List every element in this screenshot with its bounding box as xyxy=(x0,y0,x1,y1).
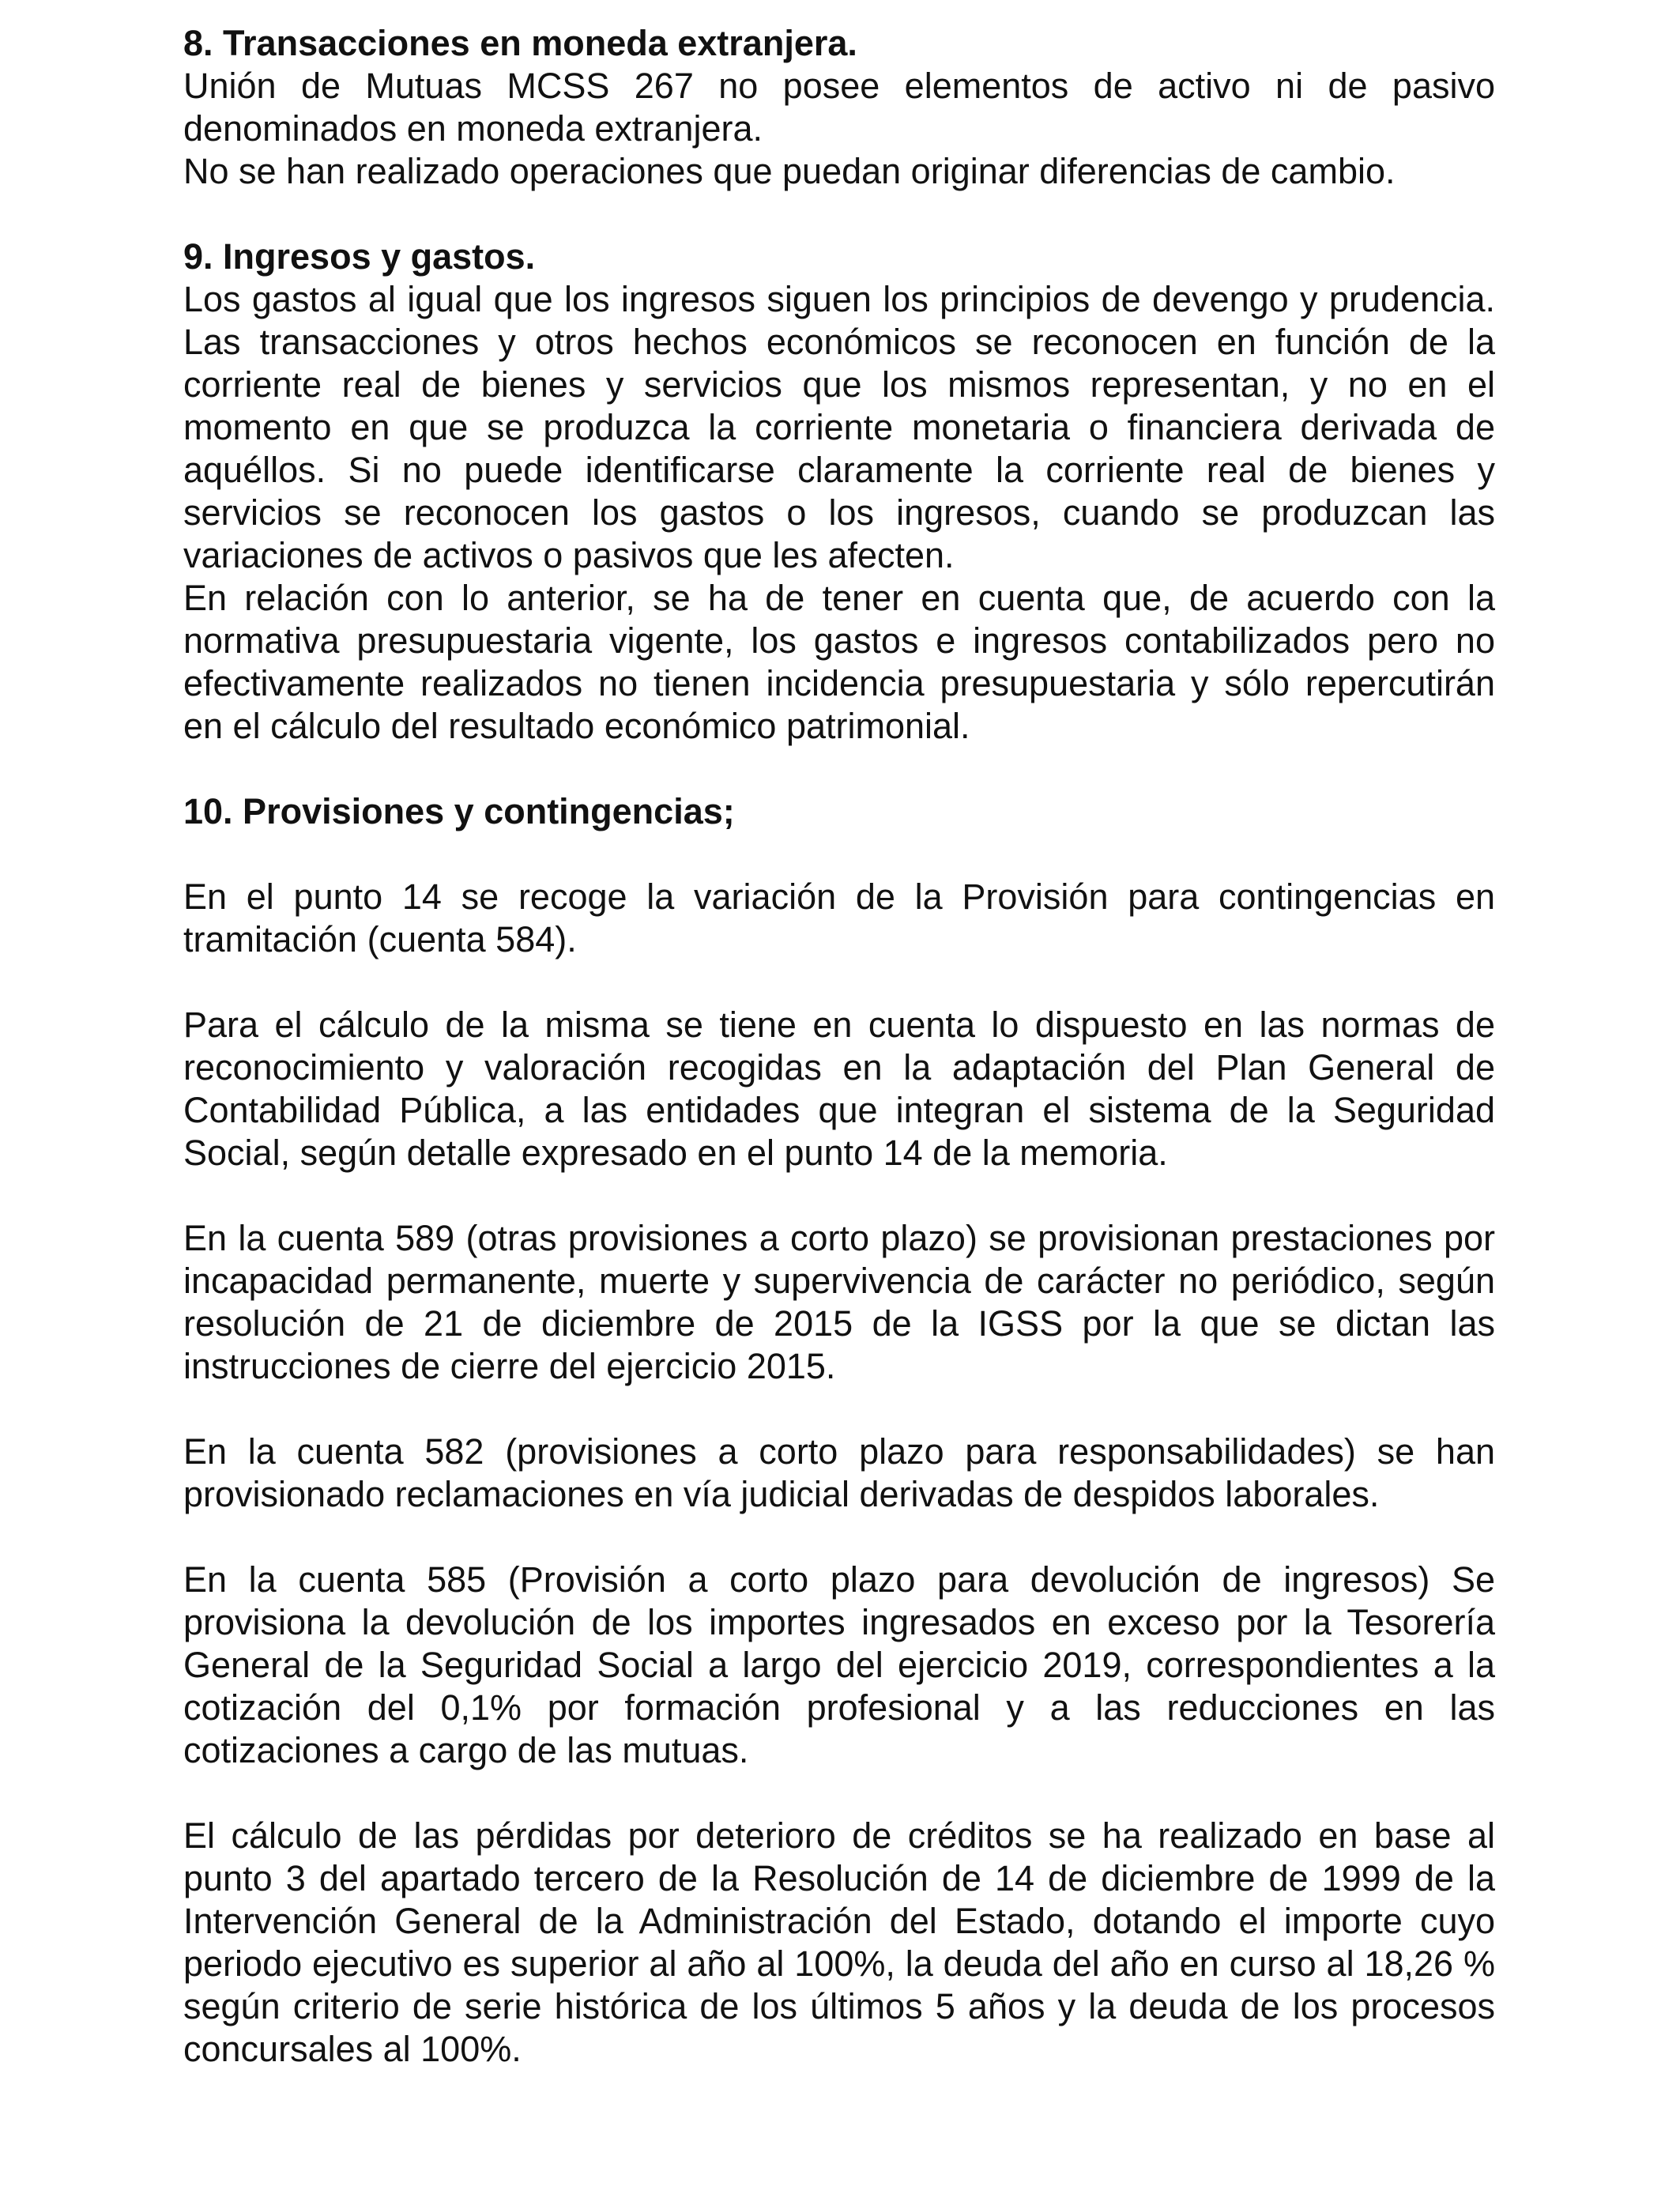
section-10-heading: 10. Provisiones y contingencias; xyxy=(183,791,735,831)
spacer xyxy=(183,1174,1495,1217)
spacer xyxy=(183,961,1495,1004)
section-10-paragraph-6: El cálculo de las pérdidas por deterioro de créditos se ha realizado en base al punto 3 del apartado tercero de la Resolución de 14 de diciembre de 1999 de la Intervención General de la Administración del Estado, dotando el importe cuyo periodo ejecutivo es superior al año al 100%, la deuda del año en curso al 18,26 % según criterio de serie histórica de los últimos 5 años y la deuda de los procesos concursales al 100%. xyxy=(183,1815,1495,2069)
spacer xyxy=(183,748,1495,790)
spacer xyxy=(183,193,1495,236)
spacer xyxy=(183,833,1495,876)
section-9-heading: 9. Ingresos y gastos. xyxy=(183,236,536,277)
section-10-paragraph-4: En la cuenta 582 (provisiones a corto plazo para responsabilidades) se han provisionado reclamaciones en vía judicial derivadas de despidos laborales. xyxy=(183,1431,1495,1514)
section-10-paragraph-1: En el punto 14 se recoge la variación de la Provisión para contingencias en tramitación (cuenta 584). xyxy=(183,876,1495,959)
section-10-paragraph-2: Para el cálculo de la misma se tiene en cuenta lo dispuesto en las normas de reconocimiento y valoración recogidas en la adaptación del Plan General de Contabilidad Pública, a las entidades que integran el sistema de la Seguridad Social, según detalle expresado en el punto 14 de la memoria. xyxy=(183,1005,1495,1173)
document-body xyxy=(183,22,1495,2071)
section-9-paragraph-1: Los gastos al igual que los ingresos siguen los principios de devengo y prudencia. Las transacciones y otros hechos económicos se reconocen en función de la corriente real de bienes y servicios que los mismos representan, y no en el momento en que se produzca la corriente monetaria o financiera derivada de aquéllos. Si no puede identificarse claramente la corriente real de bienes y servicios se reconocen los gastos o los ingresos, cuando se produzcan las variaciones de activos o pasivos que les afecten. xyxy=(183,279,1495,575)
section-9-paragraph-2: En relación con lo anterior, se ha de tener en cuenta que, de acuerdo con la normativa presupuestaria vigente, los gastos e ingresos contabilizados pero no efectivamente realizados no tienen incidencia presupuestaria y sólo repercutirán en el cálculo del resultado económico patrimonial. xyxy=(183,578,1495,746)
spacer xyxy=(183,1516,1495,1559)
section-8-paragraph-2: No se han realizado operaciones que puedan originar diferencias de cambio. xyxy=(183,151,1396,191)
spacer xyxy=(183,1388,1495,1431)
section-10-paragraph-5: En la cuenta 585 (Provisión a corto plazo para devolución de ingresos) Se provisiona la devolución de los importes ingresados en exceso por la Tesorería General de la Seguridad Social a largo del ejercicio 2019, correspondientes a la cotización del 0,1% por formación profesional y a las reducciones en las cotizaciones a cargo de las mutuas. xyxy=(183,1559,1495,1770)
spacer xyxy=(183,1772,1495,1815)
section-8-paragraph-1: Unión de Mutuas MCSS 267 no posee elementos de activo ni de pasivo denominados en moneda extranjera. xyxy=(183,66,1495,149)
section-10-paragraph-3: En la cuenta 589 (otras provisiones a corto plazo) se provisionan prestaciones por incapacidad permanente, muerte y supervivencia de carácter no periódico, según resolución de 21 de diciembre de 2015 de la IGSS por la que se dictan las instrucciones de cierre del ejercicio 2015. xyxy=(183,1218,1495,1386)
section-8-heading: 8. Transacciones en moneda extranjera. xyxy=(183,23,857,63)
